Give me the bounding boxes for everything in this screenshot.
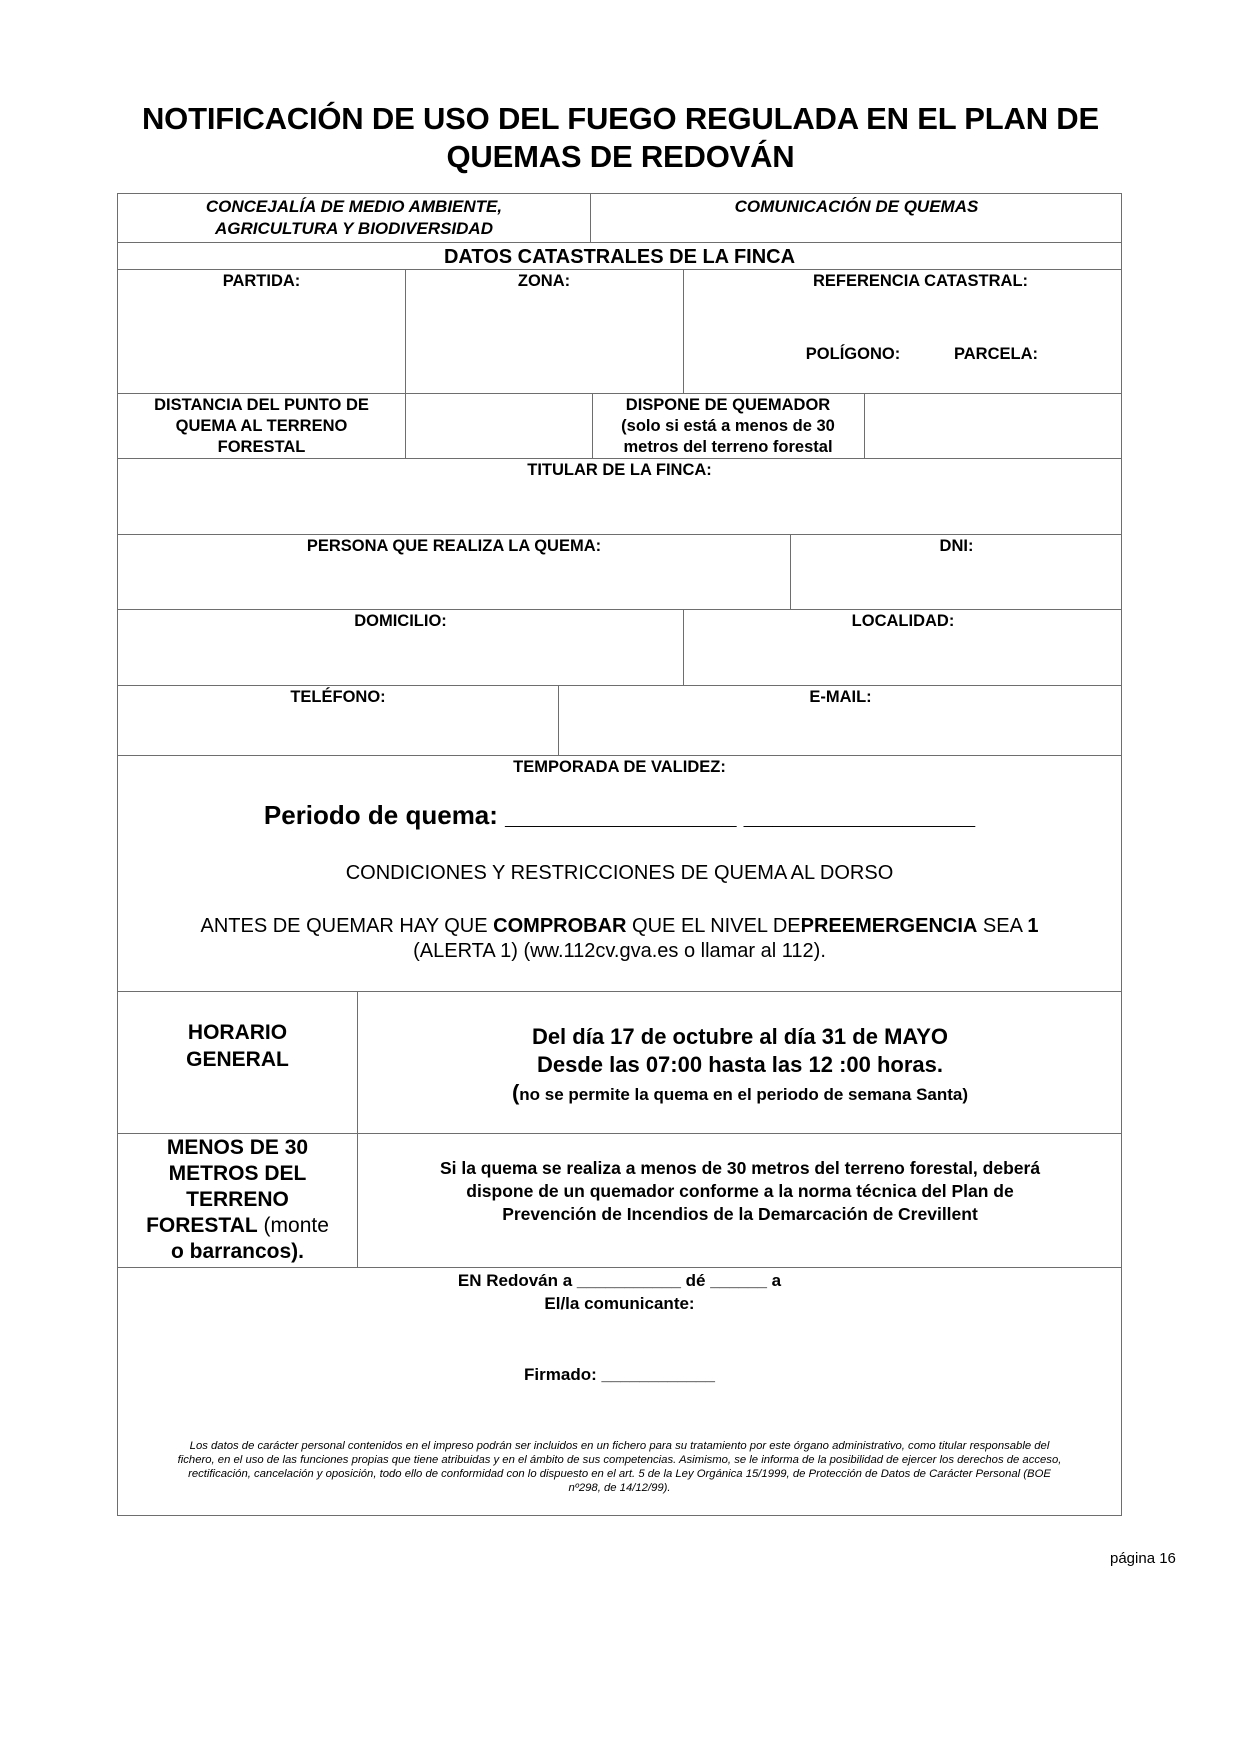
distancia-label	[118, 395, 405, 458]
horario-label	[118, 1019, 357, 1073]
form-type: COMUNICACIÓN DE QUEMAS	[734, 197, 979, 216]
page-number: página 16	[1110, 1550, 1176, 1567]
horario-line-3	[357, 1079, 1123, 1109]
warning-line-2: (ALERTA 1) (ww.112cv.gva.es o llamar al 112).	[413, 940, 826, 962]
column-divider	[864, 393, 865, 458]
firmado-label: Firmado: ____________	[524, 1365, 715, 1384]
warning-emphasis: 1	[1027, 915, 1039, 937]
dni-label: DNI:	[939, 537, 974, 555]
column-divider	[683, 269, 684, 393]
section-title-catastral: DATOS CATASTRALES DE LA FINCA	[443, 246, 796, 268]
row-divider	[118, 269, 1121, 270]
comunicante-label: El/la comunicante:	[544, 1294, 695, 1313]
title-line-2: QUEMAS DE REDOVÁN	[446, 139, 795, 174]
titular-label: TITULAR DE LA FINCA:	[527, 461, 712, 479]
warning-emphasis: COMPROBAR	[493, 915, 627, 937]
department-line-1: CONCEJALÍA DE MEDIO AMBIENTE,	[205, 197, 503, 216]
menos30-text-line-2: dispone de un quemador conforme a la norma técnica del Plan de	[466, 1181, 1014, 1201]
persona-label: PERSONA QUE REALIZA LA QUEMA:	[306, 537, 602, 555]
department-line-2: AGRICULTURA Y BIODIVERSIDAD	[214, 219, 493, 238]
row-divider	[118, 1133, 1121, 1134]
row-divider	[118, 755, 1121, 756]
horario-line-1: Del día 17 de octubre al día 31 de MAYO	[531, 1024, 949, 1049]
menos30-label-line-3: TERRENO	[186, 1188, 289, 1211]
temporada-label: TEMPORADA DE VALIDEZ:	[513, 758, 726, 776]
menos30-label-line-4	[118, 1213, 357, 1239]
legal-line-2: fichero, en el uso de las funciones propias que tiene atribuidas y en el ámbito de sus competencias. Asimismo, se le informa de la posibilidad de ejercer los derechos de acceso,	[177, 1454, 1062, 1466]
warning-line-1	[118, 914, 1121, 939]
legal-line-4: nº298, de 14/12/99).	[568, 1482, 671, 1494]
title-line-1: NOTIFICACIÓN DE USO DEL FUEGO REGULADA EN EL PLAN DE	[142, 101, 1099, 136]
row-divider	[118, 685, 1121, 686]
lugar-fecha: EN Redován a ___________ dé ______ a	[457, 1271, 782, 1290]
column-divider	[405, 269, 406, 458]
warning-text: SEA	[977, 915, 1028, 937]
legal-line-1: Los datos de carácter personal contenidos en el impreso podrán ser incluidos en un fichero para su tratamiento por este órgano administrativo, como titular responsable del	[189, 1440, 1050, 1452]
quemador-line-3: metros del terreno forestal	[623, 438, 833, 456]
horario-label-line-2: GENERAL	[186, 1048, 289, 1071]
referencia-catastral-label: REFERENCIA CATASTRAL:	[812, 272, 1029, 290]
distancia-line-2: QUEMA AL TERRENO	[175, 417, 348, 435]
row-divider	[118, 1267, 1121, 1268]
firma-section	[118, 1269, 1121, 1315]
quemador-label	[592, 395, 864, 458]
row-divider	[118, 609, 1121, 610]
poligono-label: POLÍGONO:	[805, 345, 901, 363]
row-divider	[118, 534, 1121, 535]
zona-label: ZONA:	[517, 272, 571, 290]
distancia-line-3: FORESTAL	[217, 438, 306, 456]
menos30-forestal: FORESTAL	[146, 1214, 258, 1237]
row-divider	[118, 242, 1121, 243]
horario-line-3-text: no se permite la quema en el periodo de semana Santa)	[519, 1085, 969, 1104]
row-divider	[118, 393, 1121, 394]
legal-notice	[128, 1439, 1111, 1495]
menos30-label	[118, 1135, 357, 1265]
periodo-quema: Periodo de quema: ________________ ________________	[263, 800, 976, 830]
menos30-text-line-3: Prevención de Incendios de la Demarcación de Crevillent	[502, 1204, 978, 1224]
quemador-line-2: (solo si está a menos de 30	[621, 417, 835, 435]
warning-emphasis: PREEMERGENCIA	[800, 915, 978, 937]
telefono-label: TELÉFONO:	[290, 688, 386, 706]
notification-form-table	[117, 193, 1122, 1516]
email-label: E-MAIL:	[809, 688, 872, 706]
warning-text: QUE EL NIVEL DE	[626, 915, 801, 937]
distancia-line-1: DISTANCIA DEL PUNTO DE	[154, 396, 369, 414]
menos30-monte: (monte	[257, 1214, 329, 1237]
menos30-text	[357, 1157, 1123, 1226]
warning-text: ANTES DE QUEMAR HAY QUE	[200, 915, 494, 937]
horario-paren: (	[511, 1080, 520, 1105]
localidad-label: LOCALIDAD:	[851, 612, 955, 630]
menos30-label-line-5: o barrancos).	[170, 1240, 305, 1263]
horario-text	[357, 1023, 1123, 1109]
legal-line-3: rectificación, cancelación y oposición, todo ello de conformidad con lo dispuesto en el art. 5 de la Ley Orgánica 15/1999, de Protección de Datos de Carácter Personal (BOE	[188, 1468, 1051, 1480]
menos30-label-line-2: METROS DEL	[168, 1162, 307, 1185]
preemergencia-warning	[118, 914, 1121, 964]
row-divider	[118, 991, 1121, 992]
horario-line-2: Desde las 07:00 hasta las 12 :00 horas.	[536, 1052, 943, 1077]
condiciones-text: CONDICIONES Y RESTRICCIONES DE QUEMA AL DORSO	[345, 862, 894, 884]
document-title	[60, 100, 1181, 176]
row-divider	[118, 458, 1121, 459]
quemador-line-1: DISPONE DE QUEMADOR	[625, 396, 831, 414]
domicilio-label: DOMICILIO:	[354, 612, 447, 630]
parcela-label: PARCELA:	[953, 345, 1039, 363]
department-name	[118, 196, 590, 240]
partida-label: PARTIDA:	[222, 272, 301, 290]
horario-label-line-1: HORARIO	[187, 1021, 288, 1044]
menos30-text-line-1: Si la quema se realiza a menos de 30 metros del terreno forestal, deberá	[439, 1158, 1041, 1178]
menos30-label-line-1: MENOS DE 30	[166, 1136, 309, 1159]
